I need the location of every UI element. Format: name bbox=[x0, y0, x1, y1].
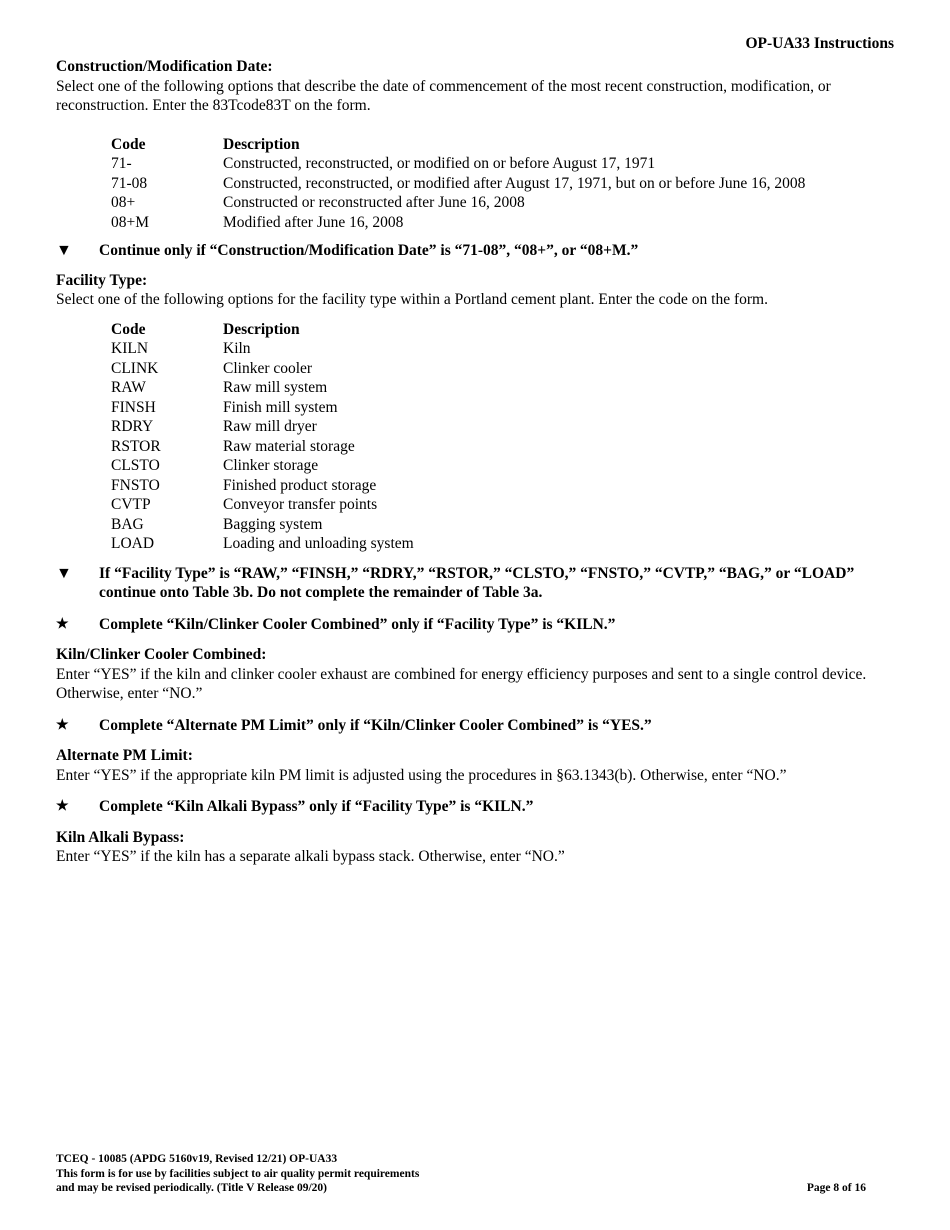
code-cell: 71- bbox=[111, 155, 132, 172]
triangle-down-icon: ▼ bbox=[56, 242, 72, 259]
table-row bbox=[111, 193, 805, 213]
alternate-pm-description: Enter “YES” if the appropriate kiln PM limit is adjusted using the procedures in §63.1343(b). Otherwise, enter “NO.” bbox=[56, 766, 787, 784]
code-cell: 08+M bbox=[111, 213, 150, 231]
description-cell: Raw mill system bbox=[223, 379, 328, 396]
instruction-note bbox=[56, 615, 896, 635]
description-cell: Modified after June 16, 2008 bbox=[223, 213, 404, 231]
facility-type-description: Select one of the following options for the facility type within a Portland cement plant. Enter the code on the form. bbox=[56, 291, 768, 308]
description-cell: Raw material storage bbox=[223, 437, 355, 455]
description-cell: Kiln bbox=[223, 340, 251, 357]
table-row bbox=[111, 495, 414, 515]
code-cell: RAW bbox=[111, 379, 146, 396]
instruction-note-text: Continue only if “Construction/Modification Date” is “71-08”, “08+”, or “08+M.” bbox=[99, 242, 639, 259]
table-row bbox=[111, 534, 414, 554]
page-number: Page 8 of 16 bbox=[806, 1182, 866, 1194]
description-cell: Bagging system bbox=[223, 515, 323, 533]
kiln-combined-heading: Kiln/Clinker Cooler Combined: bbox=[56, 646, 267, 663]
facility-code-table bbox=[111, 320, 414, 554]
instruction-note-text: Complete “Kiln Alkali Bypass” only if “Facility Type” is “KILN.” bbox=[99, 798, 534, 815]
star-icon: ★ bbox=[56, 799, 69, 814]
table-row bbox=[111, 174, 805, 194]
instruction-note-text: If “Facility Type” is “RAW,” “FINSH,” “RDRY,” “RSTOR,” “CLSTO,” “FNSTO,” “CVTP,” “BAG,” or “LOAD” continue onto Table 3b. Do not complete the remainder of Table 3a. bbox=[99, 564, 855, 601]
code-cell: 71-08 bbox=[111, 174, 148, 192]
instruction-note bbox=[56, 241, 896, 261]
code-column-header: Code bbox=[111, 135, 146, 153]
description-cell: Finished product storage bbox=[223, 476, 377, 494]
code-cell: CLINK bbox=[111, 359, 159, 377]
document-body bbox=[56, 57, 896, 867]
description-cell: Finish mill system bbox=[223, 398, 338, 416]
footer-line: This form is for use by facilities subject to air quality permit requirements bbox=[56, 1167, 420, 1180]
triangle-down-icon: ▼ bbox=[56, 564, 72, 582]
instruction-note bbox=[56, 564, 896, 603]
table-row bbox=[111, 359, 414, 379]
page-header-title: OP-UA33 Instructions bbox=[745, 35, 894, 52]
table-header-row bbox=[111, 135, 805, 155]
description-cell: Clinker storage bbox=[223, 457, 319, 474]
instruction-note bbox=[56, 797, 896, 817]
code-cell: CLSTO bbox=[111, 457, 160, 474]
table-row bbox=[111, 398, 414, 418]
description-column-header: Description bbox=[223, 320, 300, 338]
table-row bbox=[111, 213, 805, 233]
table-row bbox=[111, 515, 414, 535]
alternate-pm-heading: Alternate PM Limit: bbox=[56, 747, 193, 764]
kiln-combined-description: Enter “YES” if the kiln and clinker cooler exhaust are combined for energy efficiency purposes and sent to a single control device. Otherwise, enter “NO.” bbox=[56, 665, 867, 702]
code-cell: RDRY bbox=[111, 418, 154, 435]
table-row bbox=[111, 378, 414, 398]
code-cell: FNSTO bbox=[111, 476, 160, 494]
code-cell: BAG bbox=[111, 515, 144, 533]
facility-type-heading: Facility Type: bbox=[56, 271, 148, 289]
code-cell: LOAD bbox=[111, 535, 155, 552]
table-row bbox=[111, 154, 805, 174]
footer-line: TCEQ - 10085 (APDG 5160v19, Revised 12/21) OP-UA33 bbox=[56, 1153, 338, 1165]
description-cell: Constructed or reconstructed after June 16, 2008 bbox=[223, 194, 525, 211]
description-cell: Clinker cooler bbox=[223, 359, 313, 377]
code-cell: KILN bbox=[111, 340, 149, 357]
description-cell: Constructed, reconstructed, or modified after August 17, 1971, but on or before June 16, 2008 bbox=[223, 174, 806, 192]
footer-line: and may be revised periodically. (Title V Release 09/20) bbox=[56, 1182, 327, 1194]
construction-date-heading: Construction/Modification Date: bbox=[56, 58, 273, 75]
description-cell: Conveyor transfer points bbox=[223, 496, 378, 513]
table-header-row bbox=[111, 320, 414, 340]
table-row bbox=[111, 456, 414, 476]
instruction-note-text: Complete “Alternate PM Limit” only if “Kiln/Clinker Cooler Combined” is “YES.” bbox=[99, 716, 652, 734]
instruction-note bbox=[56, 716, 896, 736]
description-column-header: Description bbox=[223, 135, 300, 153]
alkali-bypass-description: Enter “YES” if the kiln has a separate alkali bypass stack. Otherwise, enter “NO.” bbox=[56, 848, 565, 865]
code-cell: RSTOR bbox=[111, 437, 161, 455]
star-icon: ★ bbox=[56, 717, 69, 733]
table-row bbox=[111, 417, 414, 437]
table-row bbox=[111, 339, 414, 359]
code-column-header: Code bbox=[111, 320, 146, 338]
construction-date-description: Select one of the following options that describe the date of commencement of the most recent construction, modification, or reconstruction. Enter the 83Tcode83T on the form. bbox=[56, 77, 831, 114]
alkali-bypass-heading: Kiln Alkali Bypass: bbox=[56, 828, 185, 846]
description-cell: Loading and unloading system bbox=[223, 535, 414, 552]
table-row bbox=[111, 437, 414, 457]
code-cell: CVTP bbox=[111, 496, 151, 513]
star-icon: ★ bbox=[56, 616, 69, 632]
code-cell: FINSH bbox=[111, 398, 156, 416]
description-cell: Constructed, reconstructed, or modified on or before August 17, 1971 bbox=[223, 155, 656, 172]
description-cell: Raw mill dryer bbox=[223, 418, 317, 435]
footer-form-info bbox=[56, 1152, 419, 1196]
instruction-note-text: Complete “Kiln/Clinker Cooler Combined” only if “Facility Type” is “KILN.” bbox=[99, 615, 616, 633]
code-cell: 08+ bbox=[111, 194, 136, 211]
table-row bbox=[111, 476, 414, 496]
construction-code-table bbox=[111, 135, 805, 233]
